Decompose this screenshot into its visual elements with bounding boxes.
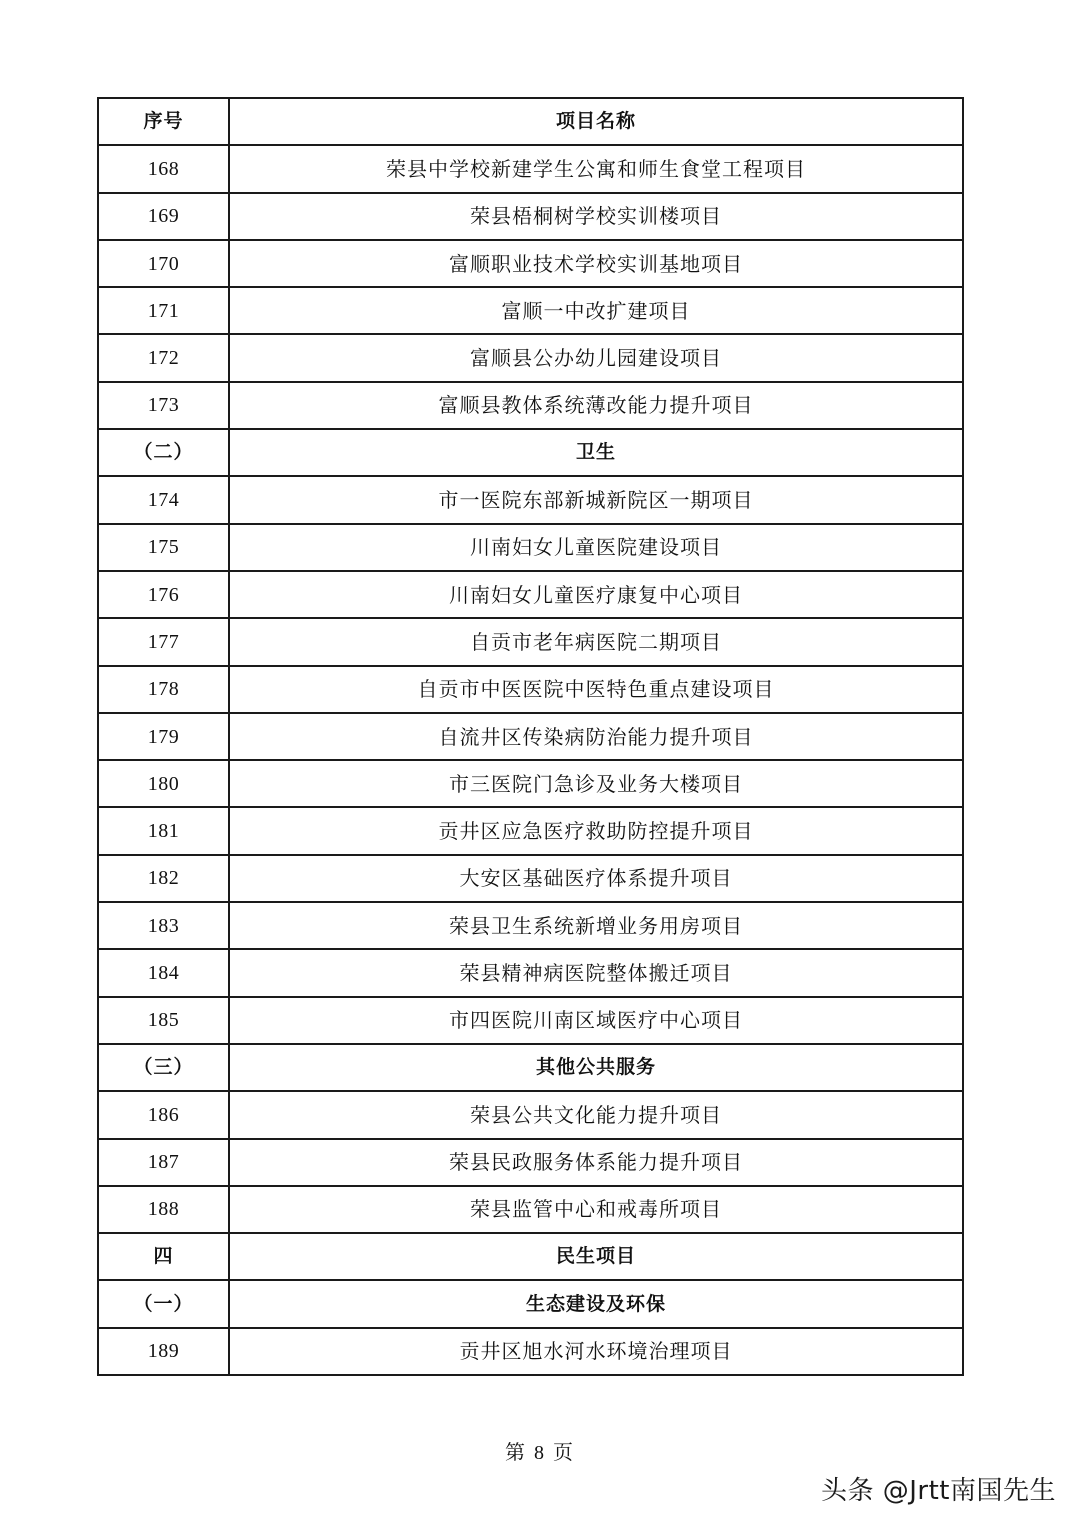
row-serial-number: 188 — [98, 1186, 229, 1233]
table-body — [98, 145, 963, 1375]
row-project-name: 自流井区传染病防治能力提升项目 — [229, 713, 963, 760]
row-project-name: 贡井区旭水河水环境治理项目 — [229, 1328, 963, 1375]
row-project-name: 荣县公共文化能力提升项目 — [229, 1091, 963, 1138]
section-title: 其他公共服务 — [229, 1044, 963, 1091]
watermark: 头条 @Jrtt南国先生 — [820, 1476, 1056, 1506]
table-row — [98, 145, 963, 192]
table-row — [98, 287, 963, 334]
row-project-name: 大安区基础医疗体系提升项目 — [229, 855, 963, 902]
table-row — [98, 1139, 963, 1186]
table-row — [98, 807, 963, 854]
table-row — [98, 1328, 963, 1375]
row-serial-number: 177 — [98, 618, 229, 665]
row-project-name: 富顺县教体系统薄改能力提升项目 — [229, 382, 963, 429]
table-row — [98, 334, 963, 381]
row-serial-number: 187 — [98, 1139, 229, 1186]
row-project-name: 荣县监管中心和戒毒所项目 — [229, 1186, 963, 1233]
section-number: （三） — [98, 1044, 229, 1091]
table-row — [98, 666, 963, 713]
row-project-name: 荣县中学校新建学生公寓和师生食堂工程项目 — [229, 145, 963, 192]
section-row — [98, 1233, 963, 1280]
row-serial-number: 189 — [98, 1328, 229, 1375]
section-row — [98, 429, 963, 476]
row-project-name: 市一医院东部新城新院区一期项目 — [229, 476, 963, 523]
row-project-name: 富顺职业技术学校实训基地项目 — [229, 240, 963, 287]
row-serial-number: 180 — [98, 760, 229, 807]
row-project-name: 自贡市老年病医院二期项目 — [229, 618, 963, 665]
header-project-name: 项目名称 — [229, 98, 963, 145]
row-serial-number: 175 — [98, 524, 229, 571]
table-header-row — [98, 98, 963, 145]
section-title: 生态建设及环保 — [229, 1280, 963, 1327]
table-row — [98, 193, 963, 240]
row-serial-number: 183 — [98, 902, 229, 949]
row-serial-number: 174 — [98, 476, 229, 523]
row-serial-number: 186 — [98, 1091, 229, 1138]
table-row — [98, 1186, 963, 1233]
table-row — [98, 997, 963, 1044]
row-serial-number: 178 — [98, 666, 229, 713]
table-row — [98, 382, 963, 429]
row-serial-number: 176 — [98, 571, 229, 618]
row-project-name: 荣县卫生系统新增业务用房项目 — [229, 902, 963, 949]
row-serial-number: 185 — [98, 997, 229, 1044]
table-row — [98, 949, 963, 996]
row-project-name: 川南妇女儿童医院建设项目 — [229, 524, 963, 571]
row-serial-number: 181 — [98, 807, 229, 854]
section-number: （一） — [98, 1280, 229, 1327]
row-serial-number: 168 — [98, 145, 229, 192]
table-row — [98, 618, 963, 665]
table-row — [98, 902, 963, 949]
row-serial-number: 171 — [98, 287, 229, 334]
row-project-name: 川南妇女儿童医疗康复中心项目 — [229, 571, 963, 618]
table-row — [98, 476, 963, 523]
row-serial-number: 182 — [98, 855, 229, 902]
row-serial-number: 179 — [98, 713, 229, 760]
row-project-name: 荣县民政服务体系能力提升项目 — [229, 1139, 963, 1186]
row-project-name: 自贡市中医医院中医特色重点建设项目 — [229, 666, 963, 713]
table-row — [98, 760, 963, 807]
row-serial-number: 169 — [98, 193, 229, 240]
section-number: （二） — [98, 429, 229, 476]
table-row — [98, 240, 963, 287]
row-project-name: 贡井区应急医疗救助防控提升项目 — [229, 807, 963, 854]
page-number: 第 8 页 — [505, 1442, 575, 1464]
row-project-name: 富顺县公办幼儿园建设项目 — [229, 334, 963, 381]
row-project-name: 荣县精神病医院整体搬迁项目 — [229, 949, 963, 996]
row-project-name: 富顺一中改扩建项目 — [229, 287, 963, 334]
row-project-name: 荣县梧桐树学校实训楼项目 — [229, 193, 963, 240]
section-row — [98, 1044, 963, 1091]
table-row — [98, 571, 963, 618]
row-serial-number: 173 — [98, 382, 229, 429]
row-project-name: 市三医院门急诊及业务大楼项目 — [229, 760, 963, 807]
row-project-name: 市四医院川南区域医疗中心项目 — [229, 997, 963, 1044]
table-row — [98, 713, 963, 760]
row-serial-number: 184 — [98, 949, 229, 996]
section-number: 四 — [98, 1233, 229, 1280]
section-title: 卫生 — [229, 429, 963, 476]
table-row — [98, 524, 963, 571]
project-table — [97, 97, 964, 1376]
table-row — [98, 1091, 963, 1138]
row-serial-number: 172 — [98, 334, 229, 381]
section-row — [98, 1280, 963, 1327]
row-serial-number: 170 — [98, 240, 229, 287]
header-serial-number: 序号 — [98, 98, 229, 145]
table-row — [98, 855, 963, 902]
section-title: 民生项目 — [229, 1233, 963, 1280]
